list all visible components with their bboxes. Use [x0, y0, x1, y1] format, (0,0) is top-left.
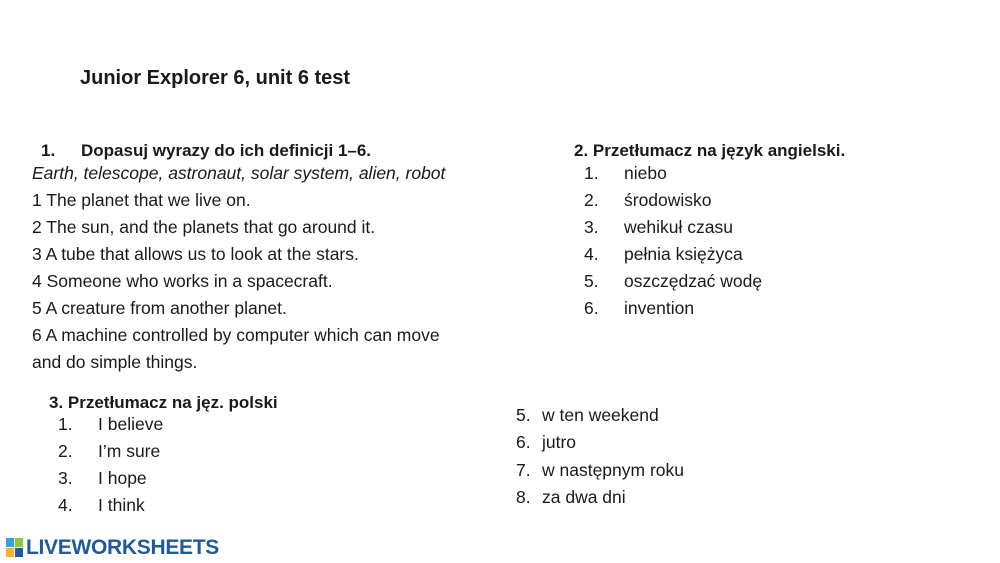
section2-heading: 2. Przetłumacz na język angielski.	[574, 141, 846, 160]
section1-number: 1.	[41, 141, 56, 160]
section3-heading: 3. Przetłumacz na jęz. polski	[49, 393, 278, 412]
item-number: 4.	[584, 244, 599, 264]
item-number: 5.	[516, 405, 531, 425]
section1-heading: Dopasuj wyrazy do ich definicji 1–6.	[81, 141, 372, 160]
item-text: w ten weekend	[542, 405, 659, 425]
item-text: jutro	[542, 432, 577, 452]
item-text: pełnia księżyca	[624, 244, 743, 264]
section1-item-3: 3 A tube that allows us to look at the stars.	[32, 244, 359, 264]
item-number: 3.	[58, 468, 73, 488]
liveworksheets-logo	[6, 535, 219, 561]
item-text: I hope	[98, 468, 147, 488]
item-text: I’m sure	[98, 441, 161, 461]
item-number: 8.	[516, 487, 531, 507]
page-title: Junior Explorer 6, unit 6 test	[80, 67, 351, 89]
section1-item-6-cont: and do simple things.	[32, 352, 198, 372]
section1-item-4: 4 Someone who works in a spacecraft.	[32, 271, 333, 291]
item-number: 2.	[58, 441, 73, 461]
item-number: 4.	[58, 495, 73, 515]
item-number: 6.	[516, 432, 531, 452]
item-text: invention	[624, 298, 695, 318]
item-number: 1.	[584, 163, 599, 183]
section1-wordbank: Earth, telescope, astronaut, solar system, alien, robot	[32, 163, 446, 183]
section1-item-1: 1 The planet that we live on.	[32, 190, 251, 210]
section1-item-6: 6 A machine controlled by computer which can move	[32, 325, 440, 345]
section1-item-5: 5 A creature from another planet.	[32, 298, 287, 318]
item-text: wehikuł czasu	[624, 217, 733, 237]
item-text: I think	[98, 495, 145, 515]
item-number: 1.	[58, 414, 73, 434]
section1-item-2: 2 The sun, and the planets that go around it.	[32, 217, 376, 237]
item-text: niebo	[624, 163, 667, 183]
item-number: 6.	[584, 298, 599, 318]
item-text: środowisko	[624, 190, 712, 210]
logo-mark-icon	[6, 538, 24, 558]
item-number: 5.	[584, 271, 599, 291]
section1-list	[32, 187, 440, 376]
item-text: I believe	[98, 414, 164, 434]
item-number: 3.	[584, 217, 599, 237]
item-text: za dwa dni	[542, 487, 626, 507]
item-text: w następnym roku	[542, 460, 685, 480]
item-number: 2.	[584, 190, 599, 210]
logo-text: LIVEWORKSHEETS	[26, 536, 219, 559]
item-text: oszczędzać wodę	[624, 271, 763, 291]
item-number: 7.	[516, 460, 531, 480]
